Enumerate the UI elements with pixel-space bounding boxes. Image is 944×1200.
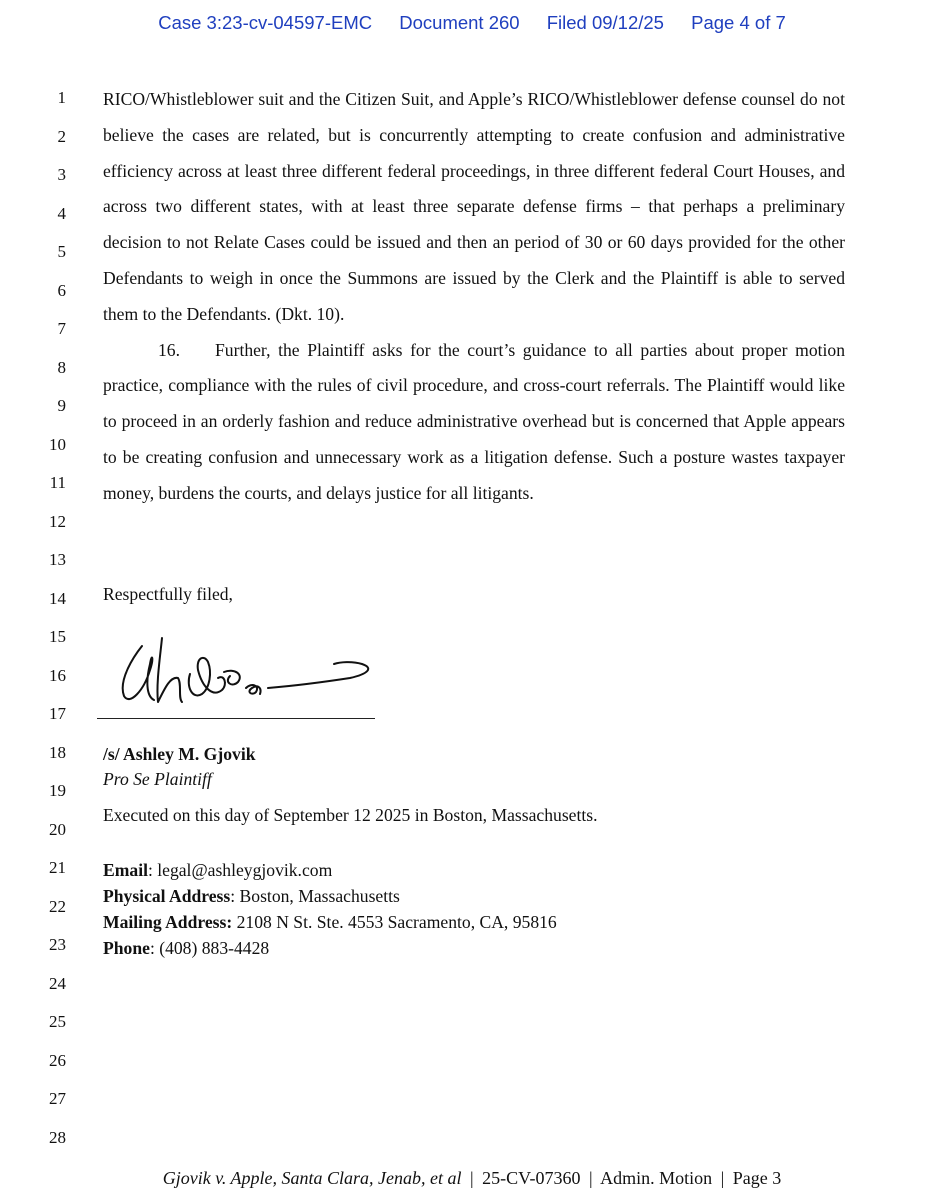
line-number: 14 [49,589,66,608]
paragraph-16 [103,333,845,512]
line-number: 9 [57,396,66,415]
ecf-header [0,12,944,34]
mailing-address-value: 2108 N St. Ste. 4553 Sacramento, CA, 95816 [232,912,557,932]
line-number: 10 [49,435,66,454]
signer-block [103,742,256,792]
line-number: 15 [49,627,66,646]
phone-label: Phone [103,938,150,958]
line-number: 17 [49,704,66,723]
line-number: 12 [49,512,66,531]
paragraph-16-text: Further, the Plaintiff asks for the court’s guidance to all parties about proper motion practice, compliance with the rules of civil procedure, and cross-court referrals. The Plaintiff would like to proceed in an orderly fashion and reduce administrative overhead but is concerned that Apple appears to be creating confusion and unnecessary work as a litigation defense. Such a posture wastes taxpayer money, burdens the courts, and delays justice for all litigants. [103,339,845,503]
line-number: 28 [49,1128,66,1147]
line-number: 25 [49,1012,66,1031]
signer-name: /s/ Ashley M. Gjovik [103,744,256,764]
line-number: 23 [49,935,66,954]
line-number: 3 [57,165,66,184]
mailing-address-row [103,909,557,935]
line-number: 26 [49,1051,66,1070]
line-number: 11 [49,473,66,492]
signature-line [97,718,375,719]
mailing-address-label: Mailing Address: [103,912,233,932]
closing-salutation: Respectfully filed, [103,584,233,604]
line-number: 4 [57,204,66,223]
case-number: Case 3:23-cv-04597-EMC [158,12,373,33]
execution-statement: Executed on this day of September 12 2025 in Boston, Massachusetts. [103,805,598,825]
line-number: 16 [49,666,66,685]
line-number: 22 [49,897,66,916]
line-number: 7 [57,319,66,338]
line-number: 6 [57,281,66,300]
page-footer [0,1168,944,1189]
email-row [103,857,557,883]
line-number: 2 [57,127,66,146]
line-number: 24 [49,974,66,993]
filed-date: Filed 09/12/25 [546,12,664,33]
contact-block [103,857,557,961]
footer-case-number: 25-CV-07360 [482,1168,581,1188]
page-indicator: Page 4 of 7 [691,12,786,33]
email-label: Email [103,860,148,880]
phone-value: : (408) 883-4428 [149,938,270,958]
footer-separator: | [588,1168,593,1188]
line-number: 13 [49,550,66,569]
physical-address-label: Physical Address [103,886,231,906]
line-number: 19 [49,781,66,800]
footer-separator: | [470,1168,474,1188]
line-number: 5 [57,242,66,261]
line-number: 20 [49,820,66,839]
paragraph-continued: RICO/Whistleblower suit and the Citizen Suit, and Apple’s RICO/Whistleblower defense counsel do not believe the cases are related, but is concurrently attempting to create confusion and administrative efficiency across at least three different federal proceedings, in three different federal Court Houses, and across two different states, with at least three separate defense firms – that perhaps a preliminary decision to not Relate Cases could be issued and then an period of 30 or 60 days provided for the other Defendants to weigh in once the Summons are issued by the Clerk and the Plaintiff is able to served them to the Defendants. (Dkt. 10). [103,89,845,324]
line-number: 8 [57,358,66,377]
line-number: 18 [49,743,66,762]
line-number: 21 [49,858,66,877]
footer-document-type: Admin. Motion [600,1168,713,1188]
phone-row [103,935,557,961]
footer-page-number: Page 3 [732,1168,782,1188]
physical-address-row [103,883,557,909]
physical-address-value: : Boston, Massachusetts [230,886,400,906]
motion-body [103,82,845,512]
paragraph-number: 16. [158,339,180,360]
signature-image [112,628,382,718]
footer-separator: | [720,1168,725,1188]
line-number: 27 [49,1089,66,1108]
signer-role: Pro Se Plaintiff [103,769,212,789]
case-caption: Gjovik v. Apple, Santa Clara, Jenab, et al [162,1168,462,1188]
email-value: : legal@ashleygjovik.com [147,860,333,880]
document-number: Document 260 [399,12,520,33]
line-number: 1 [57,88,66,107]
